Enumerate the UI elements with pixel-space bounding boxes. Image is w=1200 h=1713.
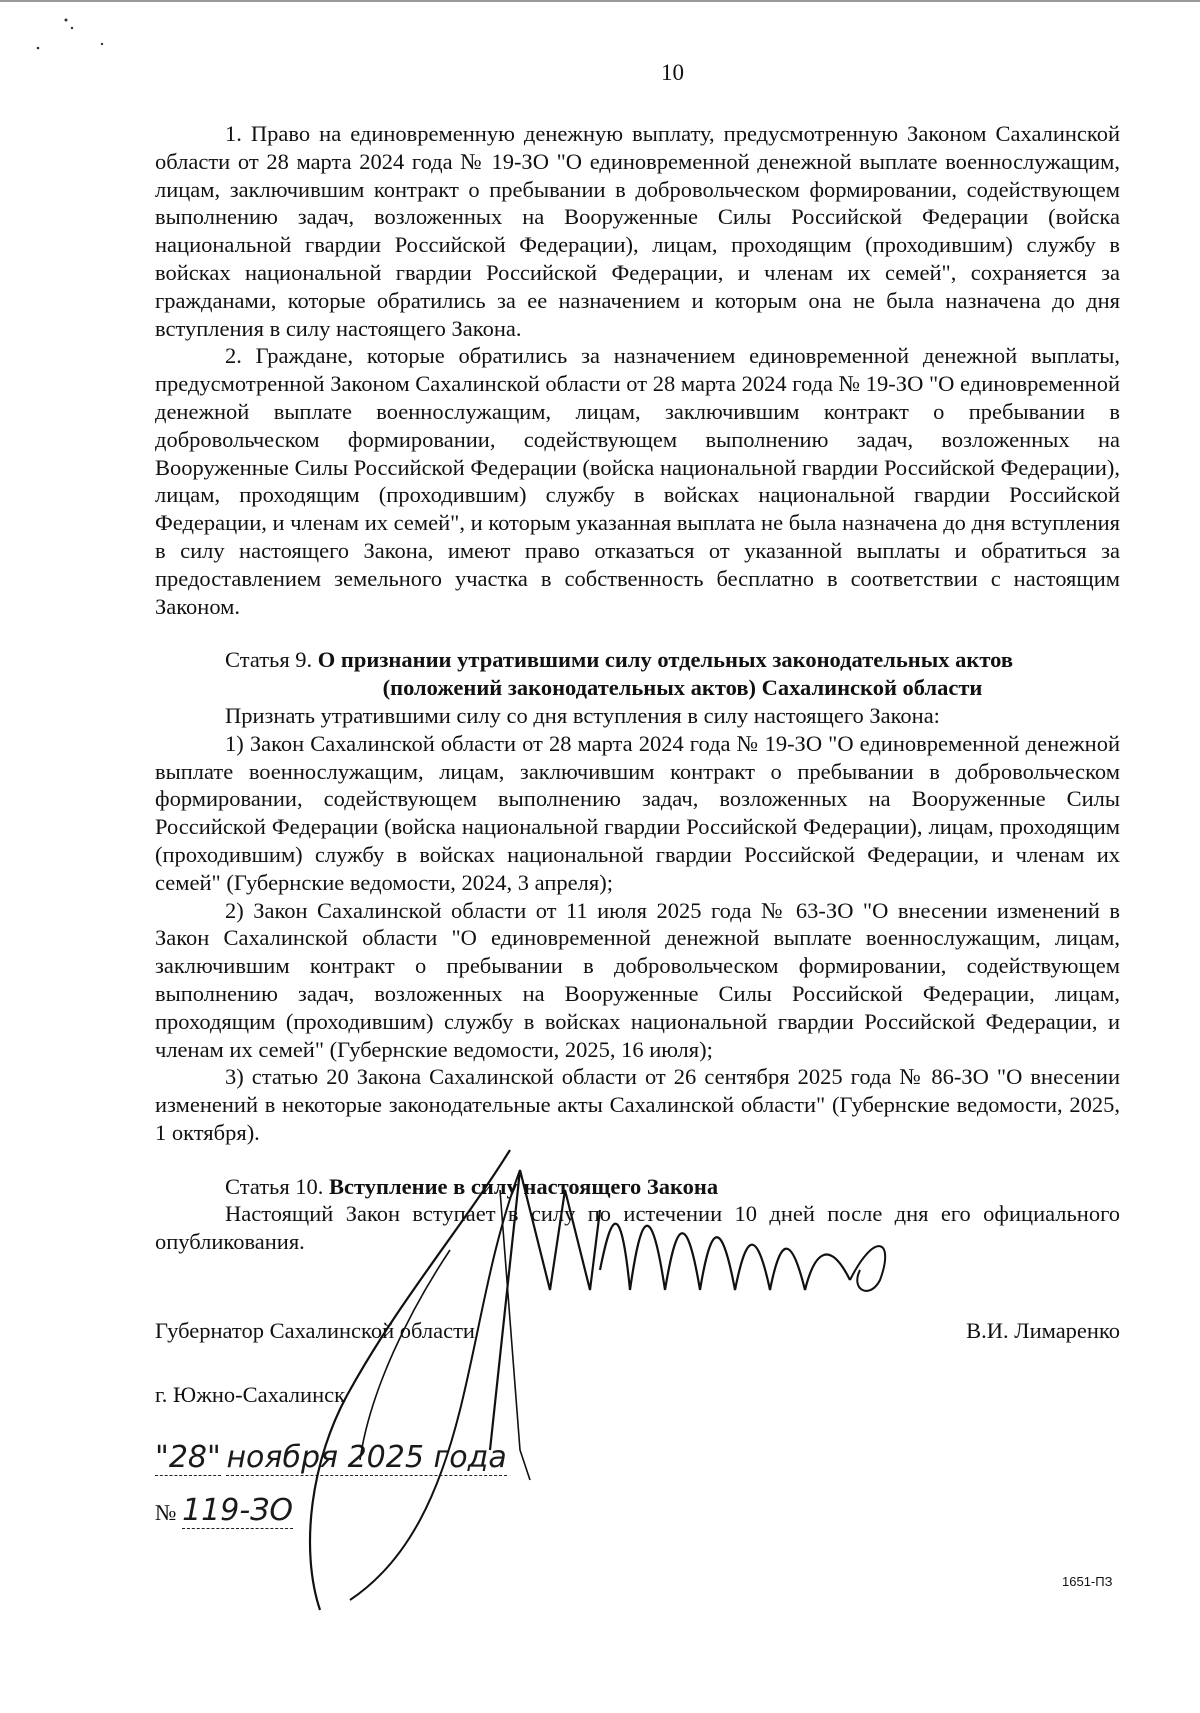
signing-city: г. Южно-Сахалинск bbox=[155, 1382, 346, 1407]
date-quotes-day: "28" bbox=[155, 1440, 221, 1475]
article-9-item-3: 3) статью 20 Закона Сахалинской области от 26 сентября 2025 года № 86-ЗО "О внесении изменений в некоторые законодательные акты Сахалинской области" (Губернские ведомости, 2025, 1 октября). bbox=[155, 1064, 1120, 1145]
scan-top-edge bbox=[0, 0, 1200, 2]
law-number-prefix: № bbox=[155, 1500, 177, 1525]
signatory-name: В.И. Лимаренко bbox=[966, 1318, 1120, 1343]
article-10-heading bbox=[155, 1173, 1120, 1201]
date-day: 28 bbox=[168, 1440, 207, 1475]
signatory-position: Губернатор Сахалинской области bbox=[155, 1318, 475, 1343]
signature-block bbox=[155, 1318, 1120, 1344]
transition-paragraph-1: 1. Право на единовременную денежную выплату, предусмотренную Законом Сахалинской области от 28 марта 2024 года № 19-ЗО "О единовременной денежной выплате военнослужащим, лицам, заключившим контракт о пребывании в добровольческом формировании, содействующем выполнению задач, возложенных на Вооруженные Силы Российской Федерации (войска национальной гвардии Российской Федерации), лицам, проходящим (проходившим) службу в войсках национальной гвардии Российской Федерации, и членам их семей", сохраняется за гражданами, которые обратились за ее назначением и которым она не была назначена до дня вступления в силу настоящего Закона. bbox=[155, 121, 1120, 341]
article-10-text: Настоящий Закон вступает в силу по истечении 10 дней после дня его официального опубликования. bbox=[155, 1201, 1120, 1255]
page-number: 10 bbox=[661, 60, 684, 85]
article-9-heading bbox=[155, 646, 1120, 702]
date-month-year: ноября 2025 года bbox=[226, 1440, 507, 1475]
transition-paragraph-2: 2. Граждане, которые обратились за назначением единовременной денежной выплаты, предусмотренной Законом Сахалинской области от 28 марта 2024 года № 19-ЗО "О единовременной денежной выплате военнослужащим, лицам, заключившим контракт о пребывании в добровольческом формировании, содействующем выполнению задач, возложенных на Вооруженные Силы Российской Федерации (войска национальной гвардии Российской Федерации), лицам, проходящим (проходившим) службу в войсках национальной гвардии Российской Федерации, и членам их семей", и которым указанная выплата не была назначена до дня вступления в силу настоящего Закона, имеют право отказаться от указанной выплаты и обратиться за предоставлением земельного участка в собственность бесплатно в соответствии с настоящим Законом. bbox=[155, 343, 1120, 619]
article-9-title-line1: О признании утратившими силу отдельных законодательных актов bbox=[317, 647, 1013, 673]
article-9-label: Статья 9. bbox=[225, 647, 313, 673]
signing-date bbox=[155, 1440, 507, 1475]
law-number-value: 119-ЗО bbox=[182, 1493, 294, 1528]
article-9-item-1: 1) Закон Сахалинской области от 28 марта 2024 года № 19-ЗО "О единовременной денежной выплате военнослужащим, лицам, заключившим контракт о пребывании в добровольческом формировании, содействующем выполнению задач, возложенных на Вооруженные Силы Российской Федерации (войска национальной гвардии Российской Федерации), лицам, проходящим (проходившим) службу в войсках национальной гвардии Российской Федерации, и членам их семей" (Губернские ведомости, 2024, 3 апреля); bbox=[155, 730, 1120, 895]
article-9-title-line2: (положений законодательных актов) Сахалинской области bbox=[382, 675, 983, 701]
document-code: 1651-ПЗ bbox=[1062, 1574, 1113, 1589]
document-body bbox=[155, 120, 1120, 1256]
article-9-item-2: 2) Закон Сахалинской области от 11 июля 2025 года № 63-ЗО "О внесении изменений в Закон Сахалинской области "О единовременной денежной выплате военнослужащим, лицам, заключившим контракт о пребывании в добровольческом формировании, содействующем выполнению задач, возложенных на Вооруженные Силы Российской Федерации, лицам, проходящим (проходившим) службу в войсках национальной гвардии Российской Федерации, и членам их семей" (Губернские ведомости, 2025, 16 июля); bbox=[155, 897, 1120, 1062]
article-9-intro: Признать утратившими силу со дня вступления в силу настоящего Закона: bbox=[225, 702, 940, 728]
law-number bbox=[155, 1493, 293, 1528]
article-10-label: Статья 10. bbox=[225, 1173, 324, 1199]
article-10-title: Вступление в силу настоящего Закона bbox=[329, 1173, 719, 1199]
